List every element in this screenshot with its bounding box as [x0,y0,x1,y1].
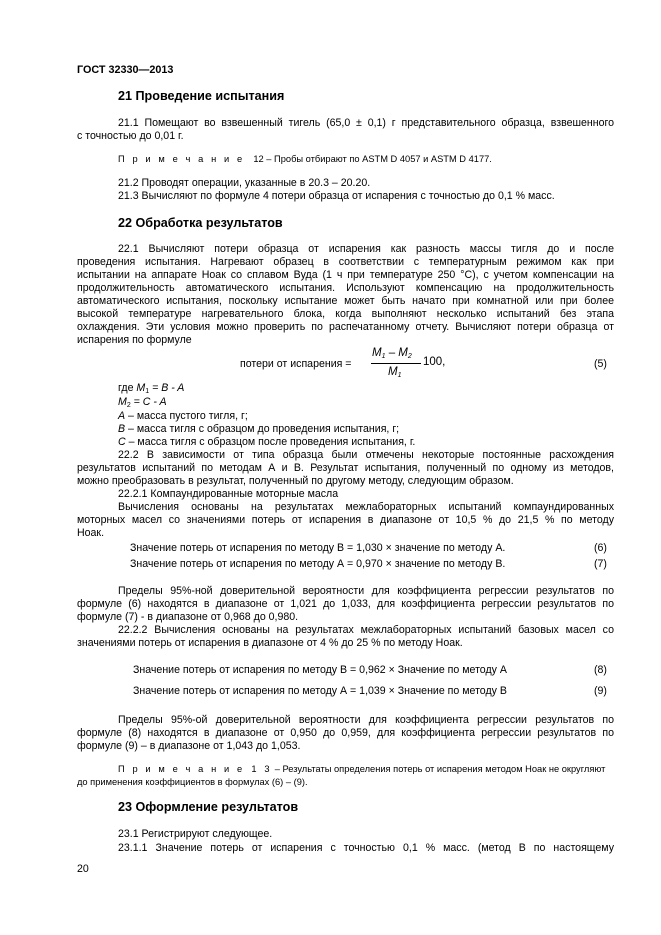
para-22-2-line: 22.2 В зависимости от типа образца были отмечены некоторые постоянные расхождения [118,449,614,461]
equation-6: Значение потерь от испарения по методу В = 1,030 × значение по методу А. [130,542,506,554]
equation-7-number: (7) [594,558,607,570]
note-12-text: 12 – Пробы отбирают по ASTM D 4057 и ASTM D 4177. [253,154,492,164]
note-13-label: П р и м е ч а н и е [118,764,245,774]
para-22-1-line: высокой температуре нагревательного блока, когда выполняют несколько испытаний без этапа [77,308,614,320]
where-c: C – масса тигля с образцом после проведения испытания, г. [118,436,416,448]
para-21-3: 21.3 Вычисляют по формуле 4 потери образца от испарения с точностью до 0,1 % масс. [118,190,555,202]
equation-9: Значение потерь от испарения по методу А = 1,039 × Значение по методу В [133,685,507,697]
note-12-label: П р и м е ч а н и е [118,154,245,164]
where-a: A – масса пустого тигля, г; [118,410,248,422]
para-22-1-line: проведения испытания. Нагревают образец в соответствии с температурным режимом как при [77,256,614,268]
equation-8: Значение потерь от испарения по методу В = 0,962 × Значение по методу А [133,664,507,676]
where-m1: где $M_1 = B - A$ [118,382,185,395]
page-number: 20 [77,863,89,875]
formula-5-lhs: потери от испарения = [240,358,352,370]
equation-6-number: (6) [594,542,607,554]
para-22-2-line: результатов испытаний по методам А и В. Результат испытания, полученный по одному из методов, [77,462,614,474]
para-21-1-line2: с точностью до 0,01 г. [77,130,184,142]
para-22-1-line: автоматического испытания, поскольку испытание может быть начато при комнатной или при более [77,295,614,307]
para-22-1-line: охлаждения. Эти условия можно проверить по распечатанному отчету. Вычисляют потери образца от [77,321,614,333]
para-22-1-line: испытании на аппарате Ноак со сплавом Вуда (1 ч при температуре 250 °С), с учетом компенсации на [77,269,614,281]
equation-9-number: (9) [594,685,607,697]
para-22-2-last: можно преобразовать в результат, полученный по другому методу, следующим образом. [77,475,514,487]
para-limits-2-line: формуле (8) находятся в диапазоне от 0,950 до 0,959, для коэффициента регрессии результатов по [77,727,614,739]
section-22-title: 22 Обработка результатов [118,216,283,230]
equation-8-number: (8) [594,664,607,676]
para-limits-1-line: Пределы 95%-ной доверительной вероятности для коэффициента регрессии результатов по [118,585,614,597]
formula-5-multiplier: 100, [423,356,446,368]
where-b: B – масса тигля с образцом до проведения испытания, г; [118,423,400,435]
para-22-2-2-last: значениями потерь от испарения в диапазоне от 4 % до 25 % по методу Ноак. [77,637,463,649]
formula-5-fraction-bar [371,363,421,364]
para-22-2-1-title: 22.2.1 Компаундированные моторные масла [118,488,339,500]
para-23-1: 23.1 Регистрируют следующее. [118,828,273,840]
para-22-2-1-line: моторных масел со значениями потерь от испарения в диапазоне от 10,5 % до 21,5 % по методу [77,514,614,526]
para-21-2: 21.2 Проводят операции, указанные в 20.3 – 20.20. [118,177,371,189]
document-id: ГОСТ 32330—2013 [77,64,174,76]
section-21-title: 21 Проведение испытания [118,89,285,103]
note-13-number: 1 3 [251,764,273,774]
note-13-text: – Результаты определения потерь от испарения методом Ноак не округляют [272,764,606,774]
para-limits-2-line: Пределы 95%-ой доверительной вероятности для коэффициента регрессии результатов по [118,714,614,726]
para-limits-1-last: формуле (7) - в диапазоне от 0,968 до 0,980. [77,611,299,623]
para-22-1-line: 22.1 Вычисляют потери образца от испарения как разность массы тигля до и после [118,243,614,255]
para-limits-2-last: формуле (9) – в диапазоне от 1,043 до 1,053. [77,740,301,752]
formula-5-denominator: $M_1$ [388,366,402,379]
para-22-1-last: испарения по формуле [77,334,192,346]
formula-5-numerator: $M_1 - M_2$ [372,347,412,360]
where-m2: $M_2 = C - A$ [118,396,167,409]
note-13-line1 [118,763,605,775]
para-22-2-2-line: 22.2.2 Вычисления основаны на результатах межлабораторных испытаний базовых масел со [118,624,614,636]
note-12 [118,153,492,165]
para-21-1-line1: 21.1 Помещают во взвешенный тигель (65,0 ± 0,1) г представительного образца, взвешенного [118,117,614,129]
para-22-2-1-last: Ноак. [77,527,105,539]
section-23-title: 23 Оформление результатов [118,800,299,814]
para-22-2-1-line: Вычисления основаны на результатах межлабораторных испытаний компаундированных [118,501,614,513]
para-22-1-line: продолжительность автоматического испытания. Используют компенсацию на продолжительность [77,282,614,294]
para-limits-1-line: формуле (6) находятся в диапазоне от 1,021 до 1,033, для коэффициента регрессии результатов по [77,598,614,610]
note-13-line2: до применения коэффициентов в формулах (6) – (9). [77,777,308,787]
formula-5-number: (5) [594,358,607,370]
para-23-1-1: 23.1.1 Значение потерь от испарения с точностью 0,1 % масс. (метод В по настоящему [118,842,614,854]
equation-7: Значение потерь от испарения по методу А = 0,970 × значение по методу В. [130,558,506,570]
